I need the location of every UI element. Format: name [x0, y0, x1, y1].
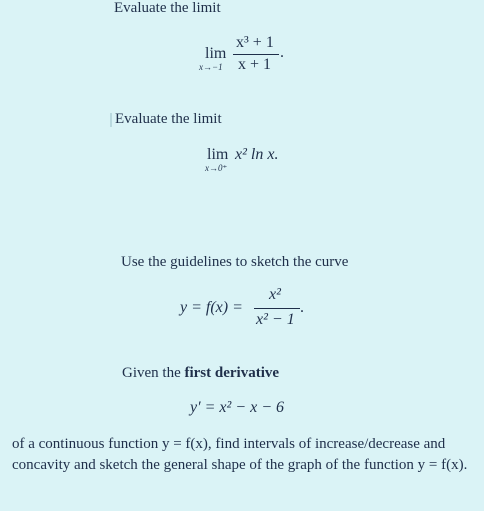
problem2-expression: x² ln x.	[235, 146, 279, 163]
problem2-lim: lim	[207, 146, 229, 163]
problem3-heading: Use the guidelines to sketch the curve	[121, 254, 349, 270]
problem1-lim: lim	[205, 45, 227, 62]
problem2-marker	[110, 113, 112, 127]
problem4-heading	[122, 365, 279, 382]
problem4-heading-bold: first derivative	[184, 365, 280, 381]
problem1-fraction-bar	[233, 54, 279, 55]
problem3-numerator: x²	[269, 286, 281, 303]
problem1-heading: Evaluate the limit	[114, 0, 221, 16]
problem1-lim-subscript: x→−1	[199, 62, 223, 72]
problem1-numerator: x³ + 1	[236, 34, 274, 51]
problem3-period: .	[300, 299, 304, 316]
problem1-period: .	[280, 44, 284, 61]
problem4-paragraph: of a continuous function y = f(x), find intervals of increase/decrease and concavity and sketch the general shape of the graph of the function y = f(x).	[12, 436, 468, 473]
problem4-equation: y′ = x² − x − 6	[190, 399, 284, 416]
problem4-heading-plain: Given the	[122, 365, 185, 381]
problem3-fraction-bar	[254, 308, 300, 309]
problem1-denominator: x + 1	[238, 56, 272, 73]
problem2-heading: Evaluate the limit	[115, 111, 222, 127]
problem3-denominator: x² − 1	[256, 311, 295, 328]
problem3-lhs: y = f(x) =	[180, 299, 243, 316]
problem2-lim-subscript: x→0⁺	[205, 163, 228, 173]
